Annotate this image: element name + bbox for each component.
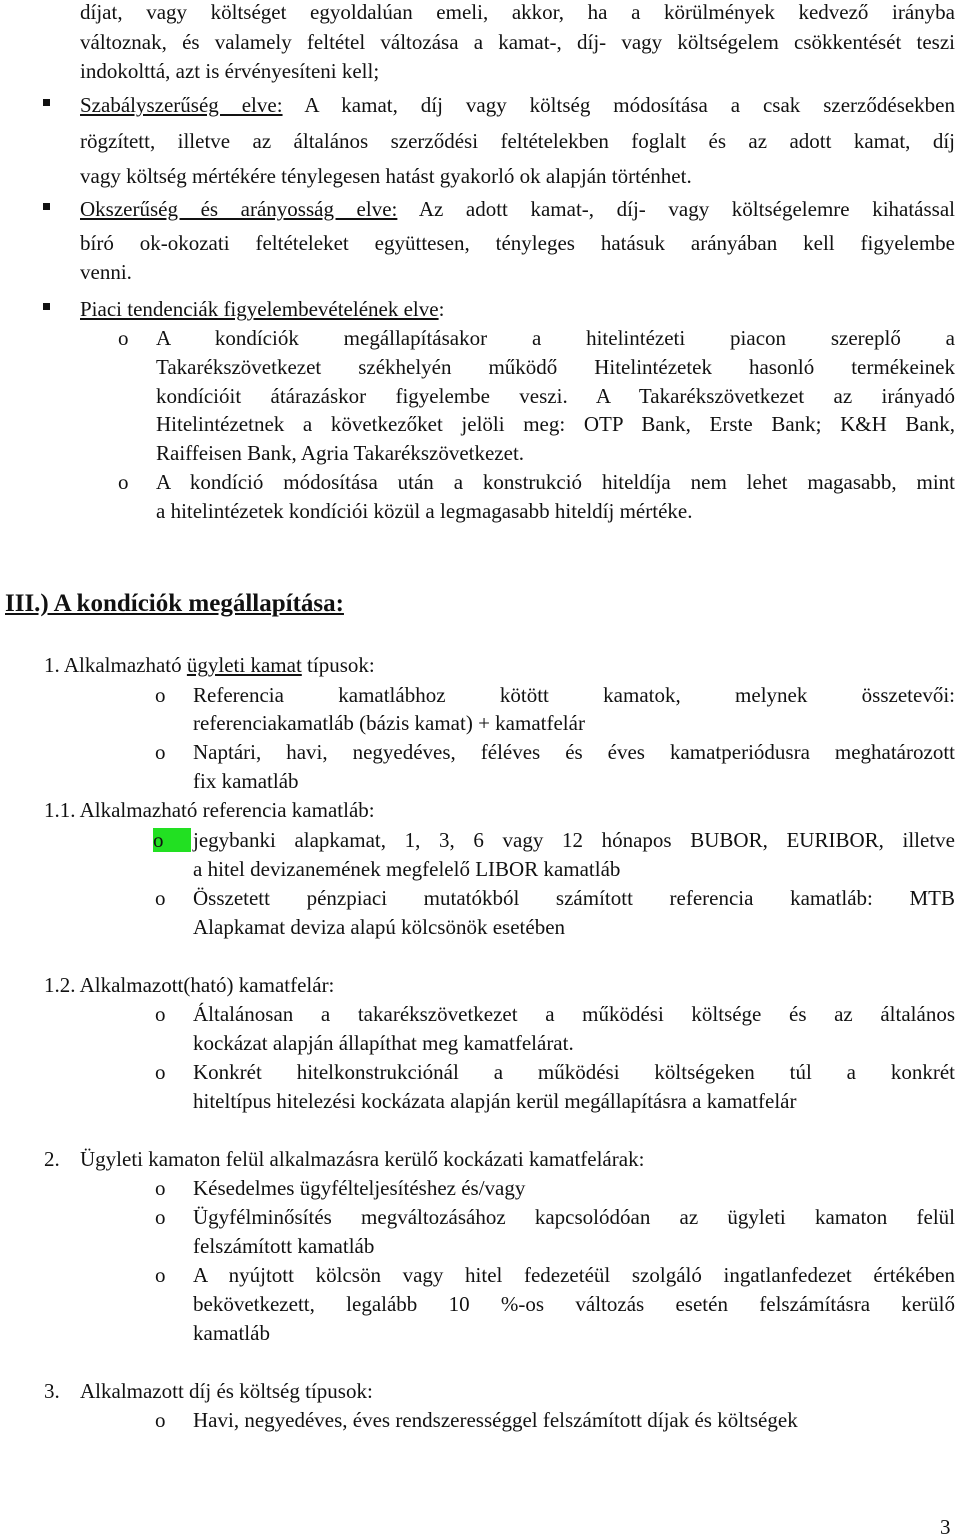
sub-item-line: A nyújtott kölcsön vagy hitel fedezetéül szolgáló ingatlanfedezet értékében <box>193 1263 955 1287</box>
sub-item-line: A kondíció módosítása után a konstrukció hiteldíja nem lehet magasabb, mint <box>156 470 955 494</box>
sub-item-line: hiteltípus hitelezési kockázata alapján kerül megállapításra a kamatfelár <box>193 1089 797 1113</box>
section-title: 1.2. Alkalmazott(ható) kamatfelár: <box>44 973 335 997</box>
square-bullet-icon <box>43 203 50 210</box>
principle-label: Okszerűség és arányosság elve: <box>80 197 398 221</box>
sub-item-line: Konkrét hitelkonstrukciónál a működési költségeken túl a konkrét <box>193 1060 955 1084</box>
page-number: 3 <box>940 1515 951 1539</box>
sub-item-line: felszámított kamatláb <box>193 1234 375 1258</box>
circle-bullet: o <box>155 1205 166 1229</box>
sub-item-line: Késedelmes ügyfélteljesítéshez és/vagy <box>193 1176 526 1200</box>
section-title <box>44 653 375 677</box>
bullet-line <box>80 197 955 221</box>
circle-bullet: o <box>155 886 166 910</box>
circle-bullet: o <box>155 1263 166 1287</box>
bullet-text: : <box>438 297 445 321</box>
bullet-line: bíró ok-okozati feltételeket együttesen, tényleges hatásuk arányában kell figyelembe <box>80 231 955 255</box>
title-text: típusok: <box>301 653 375 677</box>
section-heading: III.) A kondíciók megállapítása: <box>5 590 344 617</box>
circle-bullet: o <box>118 470 129 494</box>
sub-item-line: Referencia kamatlábhoz kötött kamatok, melynek összetevői: <box>193 683 955 707</box>
sub-item-line: Hitelintézetnek a következőket jelöli meg: OTP Bank, Erste Bank; K&H Bank, <box>156 412 955 436</box>
sub-item-line: Havi, negyedéves, éves rendszerességgel felszámított díjak és költségek <box>193 1408 798 1432</box>
square-bullet-icon <box>43 303 50 310</box>
section-title: Ügyleti kamaton felül alkalmazásra kerülő kockázati kamatfelárak: <box>80 1147 645 1171</box>
paragraph-line: változnak, és valamely feltétel változása a kamat-, díj- vagy költségelem csökkentését teszi <box>80 30 955 54</box>
sub-item-line: Ügyfélminősítés megváltozásához kapcsolódóan az ügyleti kamaton felül <box>193 1205 955 1229</box>
circle-bullet: o <box>155 1060 166 1084</box>
sub-item-line: kondícióit átárazáskor figyelembe veszi. A Takarékszövetkezet az irányadó <box>156 384 955 408</box>
circle-bullet: o <box>155 740 166 764</box>
bullet-text: Az adott kamat-, díj- vagy költségelemre kihatással <box>397 197 956 221</box>
section-number: 2. <box>44 1147 60 1171</box>
section-title: 1.1. Alkalmazható referencia kamatláb: <box>44 798 375 822</box>
section-title: Alkalmazott díj és költség típusok: <box>80 1379 373 1403</box>
circle-bullet: o <box>155 1176 166 1200</box>
square-bullet-icon <box>43 99 50 106</box>
sub-item-line: kockázat alapján állapíthat meg kamatfelárat. <box>193 1031 574 1055</box>
sub-item-line: bekövetkezett, legalább 10 %-os változás esetén felszámításra kerülő <box>193 1292 955 1316</box>
sub-item-line: kamatláb <box>193 1321 270 1345</box>
title-text: 1. Alkalmazható <box>44 653 187 677</box>
paragraph-line: indokolttá, azt is érvényesíteni kell; <box>80 59 380 83</box>
sub-item-line: Naptári, havi, negyedéves, féléves és éves kamatperiódusra meghatározott <box>193 740 955 764</box>
section-number: 3. <box>44 1379 60 1403</box>
sub-item-line: Összetett pénzpiaci mutatókból számított referencia kamatláb: MTB <box>193 886 955 910</box>
bullet-line <box>80 297 444 321</box>
sub-item-line: jegybanki alapkamat, 1, 3, 6 vagy 12 hónapos BUBOR, EURIBOR, illetve <box>193 828 955 852</box>
sub-item-line: A kondíciók megállapításakor a hitelintézeti piacon szereplő a <box>156 326 955 350</box>
sub-item-line: Alapkamat deviza alapú kölcsönök esetében <box>193 915 566 939</box>
sub-item-line: Általánosan a takarékszövetkezet a működési költsége és az általános <box>193 1002 955 1026</box>
sub-item-line: fix kamatláb <box>193 769 299 793</box>
circle-bullet: o <box>155 683 166 707</box>
circle-bullet: o <box>155 1408 166 1432</box>
paragraph-line: díjat, vagy költséget egyoldalúan emeli, akkor, ha a körülmények kedvező irányba <box>80 0 955 24</box>
sub-item-line: a hitel devizanemének megfelelő LIBOR kamatláb <box>193 857 621 881</box>
sub-item-line: referenciakamatláb (bázis kamat) + kamatfelár <box>193 711 585 735</box>
sub-item-line: Raiffeisen Bank, Agria Takarékszövetkezet. <box>156 441 525 465</box>
bullet-line: rögzített, illetve az általános szerződési feltételekben foglalt és az adott kamat, díj <box>80 129 955 153</box>
bullet-line: vagy költség mértékére ténylegesen hatást gyakorló ok alapján történhet. <box>80 164 692 188</box>
title-underlined: ügyleti kamat <box>186 653 302 677</box>
principle-label: Piaci tendenciák figyelembevételének elve <box>80 297 439 321</box>
bullet-line <box>80 93 955 117</box>
sub-item-line: a hitelintézetek kondíciói közül a legmagasabb hiteldíj mértéke. <box>156 499 693 523</box>
circle-bullet: o <box>118 326 129 350</box>
bullet-text: A kamat, díj vagy költség módosítása a csak szerződésekben <box>282 93 956 117</box>
circle-bullet-highlighted: o <box>153 828 191 852</box>
principle-label: Szabályszerűség elve: <box>80 93 283 117</box>
circle-bullet: o <box>155 1002 166 1026</box>
bullet-line: venni. <box>80 260 132 284</box>
sub-item-line: Takarékszövetkezet székhelyén működő Hitelintézetek hasonló termékeinek <box>156 355 955 379</box>
